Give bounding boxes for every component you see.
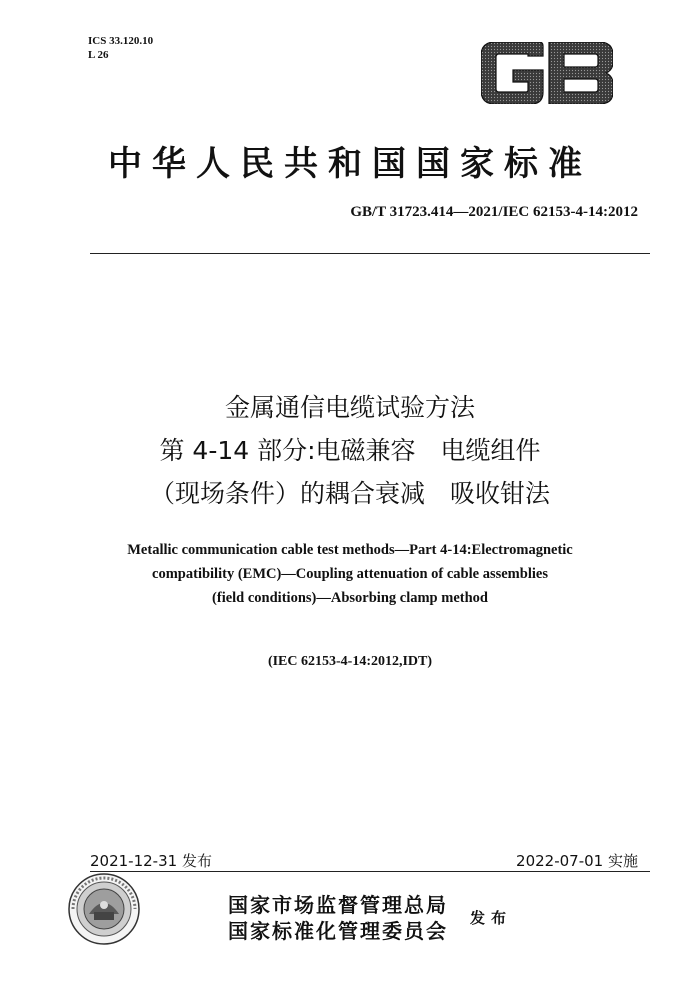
- cn-title-line-2: 第 4-14 部分:电磁兼容 电缆组件: [159, 436, 541, 465]
- issue-label: 发布: [470, 909, 513, 927]
- issuer-samr: 国家市场监督管理总局: [228, 893, 448, 917]
- en-title-line-1: Metallic communication cable test methods—Part 4-14:Electromagnetic: [127, 542, 573, 558]
- national-standard-title: 中华人民共和国国家标准: [108, 144, 592, 184]
- seal-stamp-icon: [67, 872, 141, 946]
- implement-date: 2022-07-01 实施: [516, 852, 638, 870]
- ccs-code: L 26: [88, 49, 109, 61]
- en-title-line-2: compatibility (EMC)—Coupling attenuation of cable assemblies: [152, 566, 548, 582]
- ics-code: ICS 33.120.10: [88, 35, 154, 47]
- cn-title-line-1: 金属通信电缆试验方法: [224, 393, 475, 422]
- standard-number: GB/T 31723.414—2021/IEC 62153-4-14:2012: [350, 204, 638, 220]
- gb-logo-icon: [481, 42, 613, 104]
- issuer-sac: 国家标准化管理委员会: [228, 919, 448, 943]
- adoption-note: (IEC 62153-4-14:2012,IDT): [267, 654, 433, 669]
- publish-date: 2021-12-31 发布: [90, 852, 212, 870]
- classification-codes: [88, 34, 153, 62]
- cn-title-line-3: （现场条件）的耦合衰减 吸收钳法: [149, 479, 550, 508]
- en-title-line-3: (field conditions)—Absorbing clamp method: [212, 590, 488, 606]
- footer-divider: [90, 871, 650, 872]
- header-divider: [90, 253, 650, 254]
